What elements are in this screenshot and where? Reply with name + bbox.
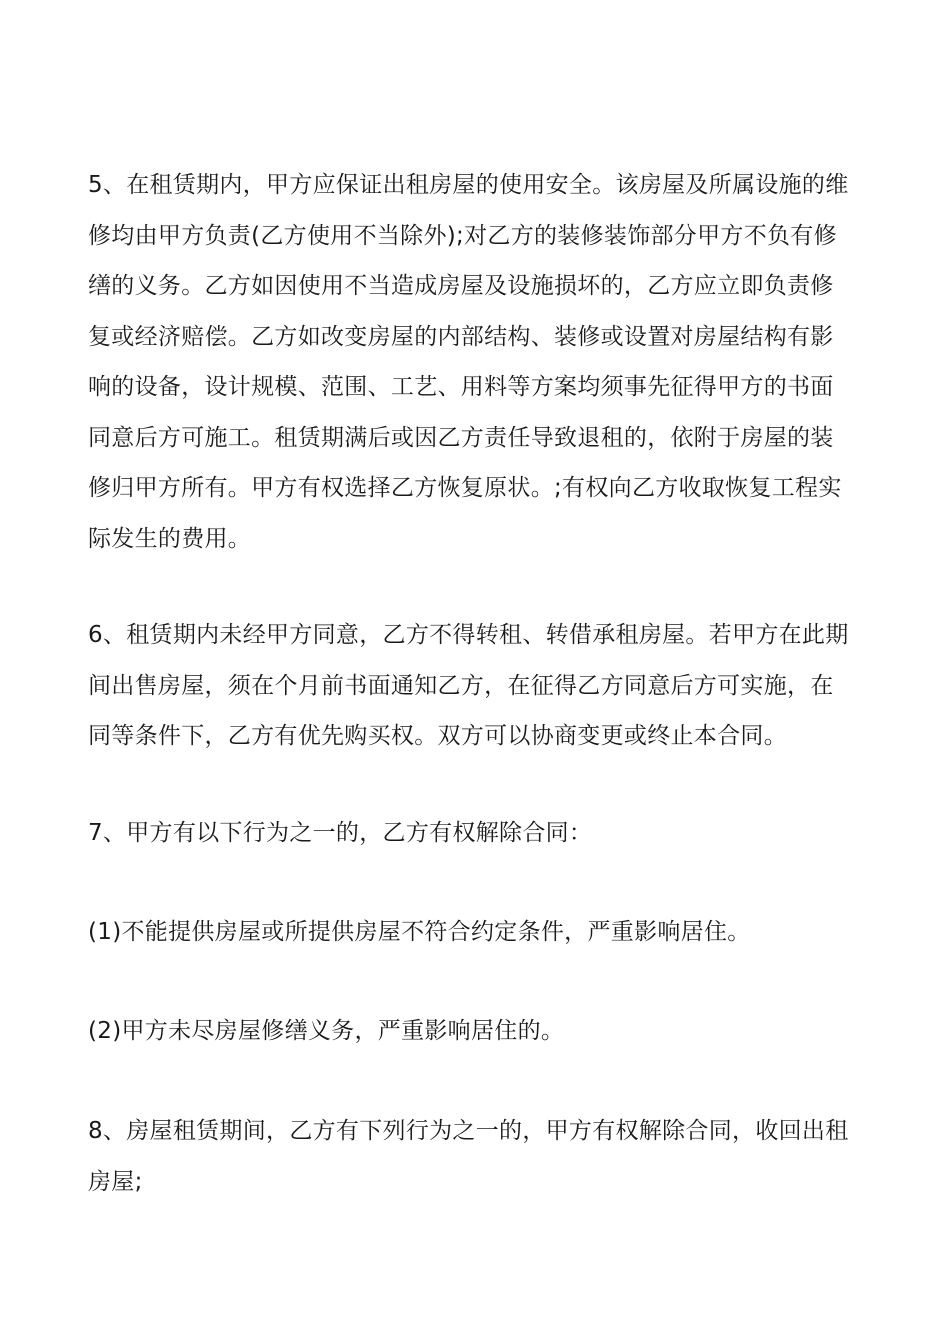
text-line: 5、在租赁期内，甲方应保证出租房屋的使用安全。该房屋及所属设施的维 [88, 172, 849, 198]
text-line: 缮的义务。乙方如因使用不当造成房屋及设施损坏的，乙方应立即负责修 [88, 273, 834, 299]
paragraph-item-1 [88, 907, 868, 958]
text-line: 际发生的费用。 [88, 525, 252, 552]
text-line: 6、租赁期内未经甲方同意，乙方不得转租、转借承租房屋。若甲方在此期 [88, 622, 849, 648]
text-line: 修均由甲方负责(乙方使用不当除外);对乙方的装修装饰部分甲方不负有修 [88, 222, 837, 249]
text-line: 7、甲方有以下行为之一的，乙方有权解除合同： [88, 820, 593, 846]
text-line: 修归甲方所有。甲方有权选择乙方恢复原状。;有权向乙方收取恢复工程实 [88, 475, 842, 501]
text-line: (1)不能提供房屋或所提供房屋不符合约定条件，严重影响居住。 [88, 919, 751, 945]
text-line: (2)甲方未尽房屋修缮义务，严重影响居住的。 [88, 1018, 565, 1044]
paragraph-clause-8 [88, 1106, 868, 1207]
text-line: 房屋; [88, 1168, 143, 1195]
text-line: 同意后方可施工。租赁期满后或因乙方责任导致退租的，依附于房屋的装 [88, 424, 834, 451]
paragraph-clause-6 [88, 610, 868, 762]
text-line: 间出售房屋，须在个月前书面通知乙方，在征得乙方同意后方可实施，在 [88, 672, 834, 699]
paragraph-clause-7 [88, 808, 868, 859]
text-line: 8、房屋租赁期间，乙方有下列行为之一的，甲方有权解除合同，收回出租 [88, 1118, 849, 1144]
text-line: 复或经济赔偿。乙方如改变房屋的内部结构、装修或设置对房屋结构有影 [88, 323, 834, 350]
paragraph-clause-5 [88, 160, 868, 564]
text-line: 响的设备，设计规模、范围、工艺、用料等方案均须事先征得甲方的书面 [88, 374, 834, 400]
paragraph-item-2 [88, 1006, 868, 1057]
text-line: 同等条件下，乙方有优先购买权。双方可以协商变更或终止本合同。 [88, 723, 787, 749]
